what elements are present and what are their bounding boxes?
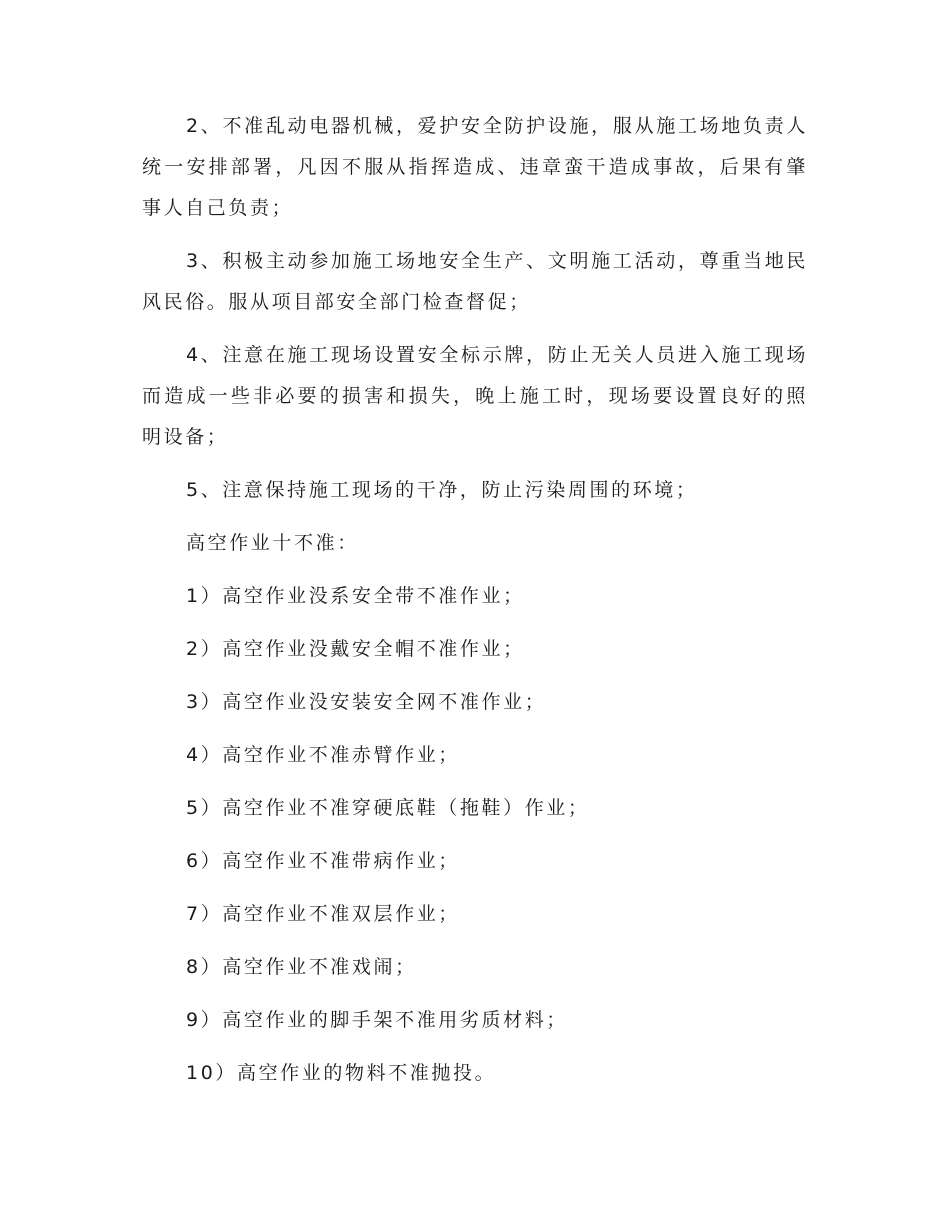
list-item: 7）高空作业不准双层作业； xyxy=(186,903,460,925)
paragraph-rule-3: 3、积极主动参加施工场地安全生产、文明施工活动，尊重当地民风民俗。服从项目部安全部门检查督促； xyxy=(142,250,808,313)
list-item: 4）高空作业不准赤臂作业； xyxy=(186,744,460,766)
paragraph-rule-2: 2、不准乱动电器机械，爱护安全防护设施，服从施工场地负责人统一安排部署，凡因不服从指挥造成、违章蛮干造成事故，后果有肇事人自己负责； xyxy=(142,115,808,219)
document-body xyxy=(142,106,808,1106)
paragraph-rule-5: 5、注意保持施工现场的干净，防止污染周围的环境； xyxy=(186,479,698,501)
list-item: 3）高空作业没安装安全网不准作业； xyxy=(186,691,547,713)
list-item: 6）高空作业不准带病作业； xyxy=(186,850,460,872)
list-item: 1）高空作业没系安全带不准作业； xyxy=(186,585,525,607)
paragraph-rule-4: 4、注意在施工现场设置安全标示牌，防止无关人员进入施工现场而造成一些非必要的损害和损失，晚上施工时，现场要设置良好的照明设备； xyxy=(142,344,808,448)
list-item: 5）高空作业不准穿硬底鞋（拖鞋）作业； xyxy=(186,797,590,819)
list-item: 9）高空作业的脚手架不准用劣质材料； xyxy=(186,1009,568,1031)
list-item: 10）高空作业的物料不准抛投。 xyxy=(186,1062,497,1084)
section-heading: 高空作业十不准： xyxy=(186,532,359,554)
list-item: 8）高空作业不准戏闹； xyxy=(186,956,417,978)
list-item: 2）高空作业没戴安全帽不准作业； xyxy=(186,638,525,660)
